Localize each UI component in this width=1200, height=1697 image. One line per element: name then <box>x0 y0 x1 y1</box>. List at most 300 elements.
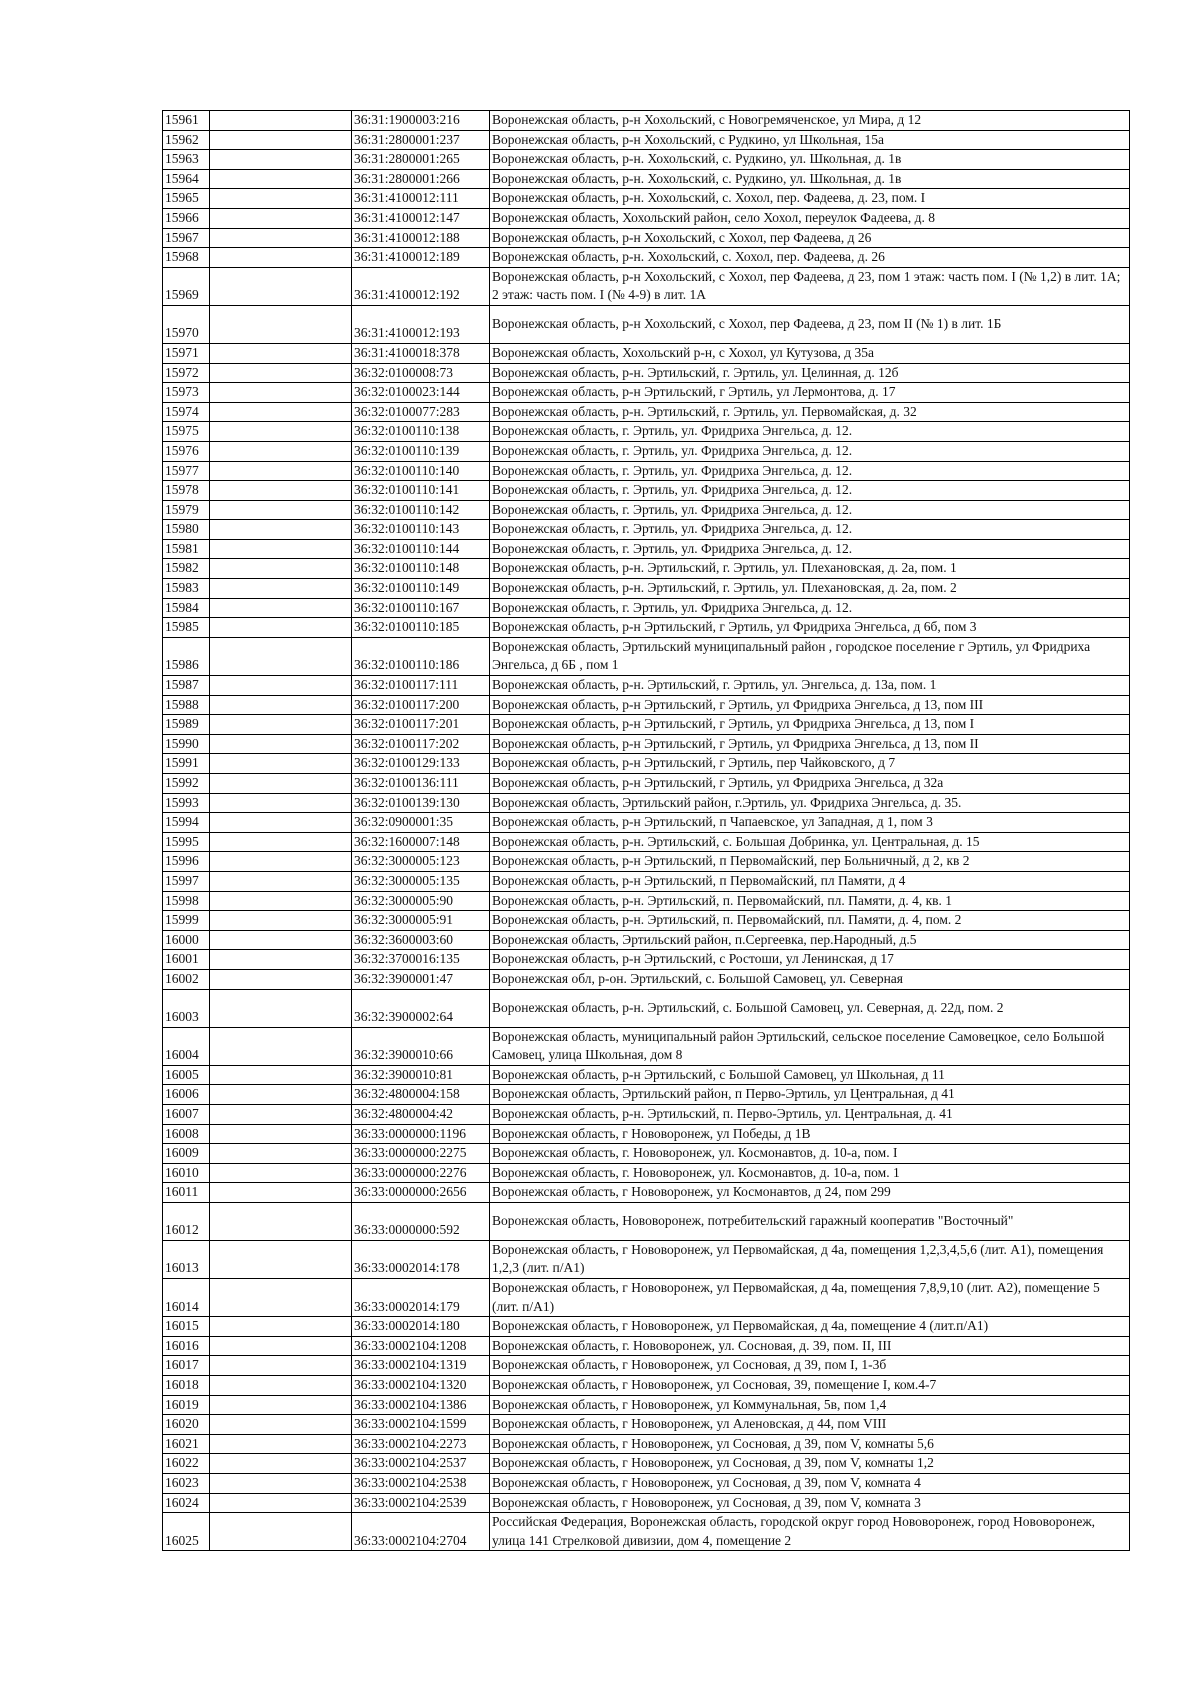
table-row <box>163 1493 1130 1513</box>
row-number-cell: 16014 <box>163 1279 210 1317</box>
empty-cell <box>210 852 352 872</box>
address-cell: Воронежская область, р-н. Эртильский, п. Перво-Эртиль, ул. Центральная, д. 41 <box>490 1104 1130 1124</box>
table-row <box>163 969 1130 989</box>
address-cell: Воронежская область, р-н. Эртильский, г. Эртиль, ул. Энгельса, д. 13а, пом. 1 <box>490 676 1130 696</box>
table-row <box>163 695 1130 715</box>
cadastral-number-cell: 36:32:0100139:130 <box>352 793 490 813</box>
empty-cell <box>210 1493 352 1513</box>
cadastral-number-cell: 36:33:0000000:2656 <box>352 1183 490 1203</box>
empty-cell <box>210 461 352 481</box>
cadastral-number-cell: 36:33:0002104:2539 <box>352 1493 490 1513</box>
address-cell: Воронежская область, г Нововоронеж, ул Сосновая, 39, помещение I, ком.4-7 <box>490 1376 1130 1396</box>
address-cell: Воронежская область, р-н. Хохольский, с. Хохол, пер. Фадеева, д. 23, пом. I <box>490 189 1130 209</box>
empty-cell <box>210 267 352 305</box>
empty-cell <box>210 598 352 618</box>
cadastral-number-cell: 36:32:3900002:64 <box>352 989 490 1027</box>
row-number-cell: 16019 <box>163 1395 210 1415</box>
address-cell: Воронежская область, г Нововоронеж, ул Сосновая, д 39, пом V, комнаты 1,2 <box>490 1454 1130 1474</box>
table-row <box>163 305 1130 343</box>
table-row <box>163 1474 1130 1494</box>
table-row <box>163 1454 1130 1474</box>
row-number-cell: 16001 <box>163 950 210 970</box>
table-row <box>163 111 1130 131</box>
cadastral-number-cell: 36:31:4100012:147 <box>352 208 490 228</box>
address-cell: Воронежская область, г Нововоронеж, ул Сосновая, д 39, пом I, 1-3б <box>490 1356 1130 1376</box>
address-cell: Воронежская область, Эртильский муниципальный район , городское поселение г Эртиль, ул Фридриха Энгельса, д 6Б , пом 1 <box>490 637 1130 675</box>
empty-cell <box>210 715 352 735</box>
empty-cell <box>210 1513 352 1551</box>
empty-cell <box>210 676 352 696</box>
empty-cell <box>210 774 352 794</box>
row-number-cell: 15980 <box>163 520 210 540</box>
address-cell: Воронежская область, р-н. Эртильский, п. Первомайский, пл. Памяти, д. 4, пом. 2 <box>490 911 1130 931</box>
table-row <box>163 441 1130 461</box>
address-cell: Воронежская область, г. Нововоронеж, ул. Сосновая, д. 39, пом. II, III <box>490 1336 1130 1356</box>
table-row <box>163 754 1130 774</box>
table-row <box>163 950 1130 970</box>
empty-cell <box>210 402 352 422</box>
empty-cell <box>210 1356 352 1376</box>
address-cell: Воронежская область, р-н Эртильский, г Эртиль, пер Чайковского, д 7 <box>490 754 1130 774</box>
cadastral-number-cell: 36:33:0000000:2275 <box>352 1144 490 1164</box>
row-number-cell: 15966 <box>163 208 210 228</box>
empty-cell <box>210 754 352 774</box>
table-row <box>163 169 1130 189</box>
address-cell: Воронежская область, г. Нововоронеж, ул. Космонавтов, д. 10-а, пом. 1 <box>490 1163 1130 1183</box>
table-row <box>163 734 1130 754</box>
empty-cell <box>210 539 352 559</box>
cadastral-number-cell: 36:33:0002104:2273 <box>352 1434 490 1454</box>
cadastral-number-cell: 36:32:0100110:141 <box>352 481 490 501</box>
table-row <box>163 1376 1130 1396</box>
empty-cell <box>210 1376 352 1396</box>
empty-cell <box>210 695 352 715</box>
address-cell: Воронежская область, г Нововоронеж, ул Космонавтов, д 24, пом 299 <box>490 1183 1130 1203</box>
row-number-cell: 15986 <box>163 637 210 675</box>
address-cell: Воронежская область, Хохольский р-н, с Хохол, ул Кутузова, д 35а <box>490 343 1130 363</box>
empty-cell <box>210 832 352 852</box>
empty-cell <box>210 1395 352 1415</box>
row-number-cell: 16009 <box>163 1144 210 1164</box>
cadastral-number-cell: 36:32:0100117:201 <box>352 715 490 735</box>
cadastral-number-cell: 36:33:0002104:1386 <box>352 1395 490 1415</box>
row-number-cell: 15992 <box>163 774 210 794</box>
address-cell: Воронежская область, р-н Эртильский, г Эртиль, ул Фридриха Энгельса, д 6б, пом 3 <box>490 618 1130 638</box>
row-number-cell: 15973 <box>163 383 210 403</box>
empty-cell <box>210 1085 352 1105</box>
address-cell: Воронежская обл, р-он. Эртильский, с. Большой Самовец, ул. Северная <box>490 969 1130 989</box>
cadastral-number-cell: 36:33:0000000:1196 <box>352 1124 490 1144</box>
row-number-cell: 15993 <box>163 793 210 813</box>
table-row <box>163 481 1130 501</box>
cadastral-number-cell: 36:32:0100110:149 <box>352 579 490 599</box>
cadastral-number-cell: 36:33:0002104:1208 <box>352 1336 490 1356</box>
row-number-cell: 15978 <box>163 481 210 501</box>
row-number-cell: 16022 <box>163 1454 210 1474</box>
table-row <box>163 1202 1130 1240</box>
empty-cell <box>210 111 352 131</box>
row-number-cell: 15999 <box>163 911 210 931</box>
row-number-cell: 16016 <box>163 1336 210 1356</box>
empty-cell <box>210 559 352 579</box>
empty-cell <box>210 1124 352 1144</box>
empty-cell <box>210 248 352 268</box>
cadastral-number-cell: 36:32:0100110:144 <box>352 539 490 559</box>
table-row <box>163 598 1130 618</box>
address-cell: Воронежская область, Эртильский район, п.Сергеевка, пер.Народный, д.5 <box>490 930 1130 950</box>
empty-cell <box>210 1336 352 1356</box>
cadastral-number-cell: 36:33:0002014:179 <box>352 1279 490 1317</box>
address-cell: Воронежская область, г. Эртиль, ул. Фридриха Энгельса, д. 12. <box>490 461 1130 481</box>
empty-cell <box>210 383 352 403</box>
cadastral-number-cell: 36:33:0002104:2537 <box>352 1454 490 1474</box>
address-cell: Воронежская область, г Нововоронеж, ул Коммунальная, 5в, пом 1,4 <box>490 1395 1130 1415</box>
table-row <box>163 676 1130 696</box>
row-number-cell: 15996 <box>163 852 210 872</box>
empty-cell <box>210 150 352 170</box>
row-number-cell: 15984 <box>163 598 210 618</box>
row-number-cell: 16018 <box>163 1376 210 1396</box>
empty-cell <box>210 930 352 950</box>
empty-cell <box>210 441 352 461</box>
row-number-cell: 15963 <box>163 150 210 170</box>
empty-cell <box>210 1240 352 1278</box>
cadastral-number-cell: 36:32:0100117:111 <box>352 676 490 696</box>
table-row <box>163 1085 1130 1105</box>
address-cell: Воронежская область, г. Эртиль, ул. Фридриха Энгельса, д. 12. <box>490 598 1130 618</box>
cadastral-number-cell: 36:32:4800004:158 <box>352 1085 490 1105</box>
cadastral-number-cell: 36:32:3000005:135 <box>352 871 490 891</box>
address-cell: Воронежская область, р-н Хохольский, с Новогремяченское, ул Мира, д 12 <box>490 111 1130 131</box>
empty-cell <box>210 793 352 813</box>
row-number-cell: 16008 <box>163 1124 210 1144</box>
cadastral-number-cell: 36:33:0002014:178 <box>352 1240 490 1278</box>
cadastral-number-cell: 36:33:0000000:2276 <box>352 1163 490 1183</box>
row-number-cell: 16017 <box>163 1356 210 1376</box>
address-cell: Воронежская область, Хохольский район, село Хохол, переулок Фадеева, д. 8 <box>490 208 1130 228</box>
registry-table <box>162 110 1130 1551</box>
table-row <box>163 383 1130 403</box>
address-cell: Воронежская область, р-н Эртильский, г Эртиль, ул Фридриха Энгельса, д 32а <box>490 774 1130 794</box>
row-number-cell: 16000 <box>163 930 210 950</box>
address-cell: Воронежская область, г. Эртиль, ул. Фридриха Энгельса, д. 12. <box>490 500 1130 520</box>
cadastral-number-cell: 36:32:0900001:35 <box>352 813 490 833</box>
cadastral-number-cell: 36:32:0100110:185 <box>352 618 490 638</box>
empty-cell <box>210 422 352 442</box>
empty-cell <box>210 871 352 891</box>
row-number-cell: 16021 <box>163 1434 210 1454</box>
row-number-cell: 15968 <box>163 248 210 268</box>
address-cell: Воронежская область, р-н. Эртильский, п. Первомайский, пл. Памяти, д. 4, кв. 1 <box>490 891 1130 911</box>
empty-cell <box>210 130 352 150</box>
registry-table-body <box>163 111 1130 1551</box>
cadastral-number-cell: 36:32:0100008:73 <box>352 363 490 383</box>
row-number-cell: 16004 <box>163 1027 210 1065</box>
address-cell: Воронежская область, р-н. Эртильский, с. Большой Самовец, ул. Северная, д. 22д, пом. 2 <box>490 989 1130 1027</box>
table-row <box>163 1163 1130 1183</box>
row-number-cell: 15961 <box>163 111 210 131</box>
row-number-cell: 15975 <box>163 422 210 442</box>
table-row <box>163 559 1130 579</box>
empty-cell <box>210 891 352 911</box>
table-row <box>163 1336 1130 1356</box>
cadastral-number-cell: 36:33:0002104:1599 <box>352 1415 490 1435</box>
cadastral-number-cell: 36:32:0100110:167 <box>352 598 490 618</box>
cadastral-number-cell: 36:31:4100012:111 <box>352 189 490 209</box>
address-cell: Воронежская область, г Нововоронеж, ул Сосновая, д 39, пом V, комнаты 5,6 <box>490 1434 1130 1454</box>
address-cell: Воронежская область, р-н. Эртильский, с. Большая Добринка, ул. Центральная, д. 15 <box>490 832 1130 852</box>
address-cell: Воронежская область, р-н Эртильский, п Чапаевское, ул Западная, д 1, пом 3 <box>490 813 1130 833</box>
table-row <box>163 208 1130 228</box>
table-row <box>163 461 1130 481</box>
table-row <box>163 813 1130 833</box>
address-cell: Воронежская область, р-н Эртильский, г Эртиль, ул Фридриха Энгельса, д 13, пом III <box>490 695 1130 715</box>
row-number-cell: 15971 <box>163 343 210 363</box>
table-row <box>163 579 1130 599</box>
cadastral-number-cell: 36:32:0100110:142 <box>352 500 490 520</box>
address-cell: Воронежская область, р-н Хохольский, с Хохол, пер Фадеева, д 23, пом II (№ 1) в лит. 1Б <box>490 305 1130 343</box>
row-number-cell: 16015 <box>163 1317 210 1337</box>
empty-cell <box>210 969 352 989</box>
cadastral-number-cell: 36:32:0100110:143 <box>352 520 490 540</box>
address-cell: Воронежская область, г Нововоронеж, ул Первомайская, д 4а, помещения 7,8,9,10 (лит. А2), помещение 5 (лит. п/А1) <box>490 1279 1130 1317</box>
address-cell: Воронежская область, г Нововоронеж, ул Сосновая, д 39, пом V, комната 4 <box>490 1474 1130 1494</box>
row-number-cell: 15972 <box>163 363 210 383</box>
row-number-cell: 16025 <box>163 1513 210 1551</box>
address-cell: Воронежская область, р-н Эртильский, г Эртиль, ул Лермонтова, д. 17 <box>490 383 1130 403</box>
row-number-cell: 16002 <box>163 969 210 989</box>
empty-cell <box>210 208 352 228</box>
empty-cell <box>210 950 352 970</box>
address-cell: Воронежская область, р-н Эртильский, с Ростоши, ул Ленинская, д 17 <box>490 950 1130 970</box>
empty-cell <box>210 989 352 1027</box>
cadastral-number-cell: 36:32:3600003:60 <box>352 930 490 950</box>
empty-cell <box>210 1202 352 1240</box>
row-number-cell: 15995 <box>163 832 210 852</box>
row-number-cell: 16005 <box>163 1065 210 1085</box>
row-number-cell: 15997 <box>163 871 210 891</box>
empty-cell <box>210 305 352 343</box>
table-row <box>163 500 1130 520</box>
cadastral-number-cell: 36:31:4100018:378 <box>352 343 490 363</box>
empty-cell <box>210 169 352 189</box>
address-cell: Воронежская область, р-н Хохольский, с Хохол, пер Фадеева, д 26 <box>490 228 1130 248</box>
table-row <box>163 774 1130 794</box>
row-number-cell: 16011 <box>163 1183 210 1203</box>
cadastral-number-cell: 36:33:0002104:2704 <box>352 1513 490 1551</box>
address-cell: Воронежская область, г. Эртиль, ул. Фридриха Энгельса, д. 12. <box>490 441 1130 461</box>
table-row <box>163 402 1130 422</box>
cadastral-number-cell: 36:32:0100023:144 <box>352 383 490 403</box>
table-row <box>163 1356 1130 1376</box>
empty-cell <box>210 1317 352 1337</box>
empty-cell <box>210 637 352 675</box>
address-cell: Воронежская область, г. Нововоронеж, ул. Космонавтов, д. 10-а, пом. I <box>490 1144 1130 1164</box>
cadastral-number-cell: 36:31:4100012:189 <box>352 248 490 268</box>
table-row <box>163 130 1130 150</box>
table-row <box>163 1434 1130 1454</box>
empty-cell <box>210 734 352 754</box>
row-number-cell: 15962 <box>163 130 210 150</box>
cadastral-number-cell: 36:32:0100110:186 <box>352 637 490 675</box>
table-row <box>163 1279 1130 1317</box>
table-row <box>163 989 1130 1027</box>
row-number-cell: 15964 <box>163 169 210 189</box>
address-cell: Воронежская область, р-н. Хохольский, с. Рудкино, ул. Школьная, д. 1в <box>490 169 1130 189</box>
empty-cell <box>210 189 352 209</box>
table-row <box>163 1415 1130 1435</box>
table-row <box>163 363 1130 383</box>
row-number-cell: 15994 <box>163 813 210 833</box>
row-number-cell: 16024 <box>163 1493 210 1513</box>
table-row <box>163 228 1130 248</box>
address-cell: Воронежская область, р-н. Хохольский, с. Хохол, пер. Фадеева, д. 26 <box>490 248 1130 268</box>
table-row <box>163 891 1130 911</box>
address-cell: Воронежская область, р-н. Эртильский, г. Эртиль, ул. Целинная, д. 12б <box>490 363 1130 383</box>
address-cell: Воронежская область, Эртильский район, п Перво-Эртиль, ул Центральная, д 41 <box>490 1085 1130 1105</box>
row-number-cell: 15969 <box>163 267 210 305</box>
table-row <box>163 832 1130 852</box>
cadastral-number-cell: 36:31:1900003:216 <box>352 111 490 131</box>
table-row <box>163 267 1130 305</box>
table-row <box>163 539 1130 559</box>
row-number-cell: 15982 <box>163 559 210 579</box>
address-cell: Воронежская область, г Нововоронеж, ул Первомайская, д 4а, помещения 1,2,3,4,5,6 (лит. А1), помещения 1,2,3 (лит. п/А1) <box>490 1240 1130 1278</box>
row-number-cell: 15967 <box>163 228 210 248</box>
table-row <box>163 793 1130 813</box>
empty-cell <box>210 1065 352 1085</box>
address-cell: Воронежская область, р-н. Эртильский, г. Эртиль, ул. Плехановская, д. 2а, пом. 1 <box>490 559 1130 579</box>
cadastral-number-cell: 36:33:0002104:1320 <box>352 1376 490 1396</box>
empty-cell <box>210 228 352 248</box>
address-cell: Воронежская область, г Нововоронеж, ул Победы, д 1В <box>490 1124 1130 1144</box>
empty-cell <box>210 1163 352 1183</box>
table-row <box>163 1395 1130 1415</box>
cadastral-number-cell: 36:33:0002104:1319 <box>352 1356 490 1376</box>
cadastral-number-cell: 36:32:3900001:47 <box>352 969 490 989</box>
table-row <box>163 1104 1130 1124</box>
row-number-cell: 16006 <box>163 1085 210 1105</box>
cadastral-number-cell: 36:31:4100012:188 <box>352 228 490 248</box>
table-row <box>163 1513 1130 1551</box>
address-cell: Воронежская область, г. Эртиль, ул. Фридриха Энгельса, д. 12. <box>490 520 1130 540</box>
address-cell: Воронежская область, р-н. Эртильский, г. Эртиль, ул. Плехановская, д. 2а, пом. 2 <box>490 579 1130 599</box>
address-cell: Воронежская область, р-н Эртильский, г Эртиль, ул Фридриха Энгельса, д 13, пом II <box>490 734 1130 754</box>
address-cell: Воронежская область, Эртильский район, г.Эртиль, ул. Фридриха Энгельса, д. 35. <box>490 793 1130 813</box>
empty-cell <box>210 579 352 599</box>
address-cell: Воронежская область, г. Эртиль, ул. Фридриха Энгельса, д. 12. <box>490 481 1130 501</box>
cadastral-number-cell: 36:32:0100110:140 <box>352 461 490 481</box>
empty-cell <box>210 500 352 520</box>
address-cell: Воронежская область, р-н Хохольский, с Рудкино, ул Школьная, 15а <box>490 130 1130 150</box>
empty-cell <box>210 520 352 540</box>
address-cell: Воронежская область, р-н Эртильский, п Первомайский, пл Памяти, д 4 <box>490 871 1130 891</box>
table-row <box>163 618 1130 638</box>
cadastral-number-cell: 36:32:0100117:200 <box>352 695 490 715</box>
row-number-cell: 15965 <box>163 189 210 209</box>
cadastral-number-cell: 36:31:2800001:237 <box>352 130 490 150</box>
row-number-cell: 16020 <box>163 1415 210 1435</box>
cadastral-number-cell: 36:33:0000000:592 <box>352 1202 490 1240</box>
empty-cell <box>210 343 352 363</box>
address-cell: Воронежская область, Нововоронеж, потребительский гаражный кооператив "Восточный" <box>490 1202 1130 1240</box>
empty-cell <box>210 1434 352 1454</box>
cadastral-number-cell: 36:31:2800001:266 <box>352 169 490 189</box>
cadastral-number-cell: 36:32:0100136:111 <box>352 774 490 794</box>
row-number-cell: 15989 <box>163 715 210 735</box>
empty-cell <box>210 481 352 501</box>
cadastral-number-cell: 36:31:2800001:265 <box>352 150 490 170</box>
cadastral-number-cell: 36:33:0002014:180 <box>352 1317 490 1337</box>
address-cell: Воронежская область, р-н Эртильский, с Большой Самовец, ул Школьная, д 11 <box>490 1065 1130 1085</box>
address-cell: Воронежская область, муниципальный район Эртильский, сельское поселение Самовецкое, село Большой Самовец, улица Школьная, дом 8 <box>490 1027 1130 1065</box>
cadastral-number-cell: 36:32:0100117:202 <box>352 734 490 754</box>
table-row <box>163 150 1130 170</box>
table-row <box>163 715 1130 735</box>
empty-cell <box>210 1474 352 1494</box>
cadastral-number-cell: 36:32:3000005:90 <box>352 891 490 911</box>
table-row <box>163 1144 1130 1164</box>
address-cell: Воронежская область, р-н Эртильский, г Эртиль, ул Фридриха Энгельса, д 13, пом I <box>490 715 1130 735</box>
row-number-cell: 15983 <box>163 579 210 599</box>
cadastral-number-cell: 36:32:3000005:91 <box>352 911 490 931</box>
row-number-cell: 15979 <box>163 500 210 520</box>
row-number-cell: 16007 <box>163 1104 210 1124</box>
empty-cell <box>210 911 352 931</box>
table-row <box>163 852 1130 872</box>
address-cell: Воронежская область, г Нововоронеж, ул Первомайская, д 4а, помещение 4 (лит.п/А1) <box>490 1317 1130 1337</box>
cadastral-number-cell: 36:32:3000005:123 <box>352 852 490 872</box>
row-number-cell: 15990 <box>163 734 210 754</box>
address-cell: Воронежская область, р-н. Хохольский, с. Рудкино, ул. Школьная, д. 1в <box>490 150 1130 170</box>
row-number-cell: 16010 <box>163 1163 210 1183</box>
table-row <box>163 637 1130 675</box>
table-row <box>163 871 1130 891</box>
table-row <box>163 1124 1130 1144</box>
table-row <box>163 248 1130 268</box>
address-cell: Воронежская область, р-н. Эртильский, г. Эртиль, ул. Первомайская, д. 32 <box>490 402 1130 422</box>
row-number-cell: 15974 <box>163 402 210 422</box>
row-number-cell: 15977 <box>163 461 210 481</box>
table-row <box>163 422 1130 442</box>
cadastral-number-cell: 36:32:1600007:148 <box>352 832 490 852</box>
cadastral-number-cell: 36:32:3900010:66 <box>352 1027 490 1065</box>
table-row <box>163 1027 1130 1065</box>
cadastral-number-cell: 36:31:4100012:193 <box>352 305 490 343</box>
address-cell: Воронежская область, г Нововоронеж, ул Сосновая, д 39, пом V, комната 3 <box>490 1493 1130 1513</box>
address-cell: Воронежская область, г. Эртиль, ул. Фридриха Энгельса, д. 12. <box>490 539 1130 559</box>
table-row <box>163 1317 1130 1337</box>
row-number-cell: 15991 <box>163 754 210 774</box>
cadastral-number-cell: 36:33:0002104:2538 <box>352 1474 490 1494</box>
empty-cell <box>210 1279 352 1317</box>
empty-cell <box>210 813 352 833</box>
table-row <box>163 1240 1130 1278</box>
empty-cell <box>210 1027 352 1065</box>
table-row <box>163 189 1130 209</box>
row-number-cell: 15985 <box>163 618 210 638</box>
row-number-cell: 16023 <box>163 1474 210 1494</box>
table-row <box>163 520 1130 540</box>
cadastral-number-cell: 36:31:4100012:192 <box>352 267 490 305</box>
row-number-cell: 15988 <box>163 695 210 715</box>
empty-cell <box>210 363 352 383</box>
row-number-cell: 15987 <box>163 676 210 696</box>
cadastral-number-cell: 36:32:0100110:148 <box>352 559 490 579</box>
cadastral-number-cell: 36:32:4800004:42 <box>352 1104 490 1124</box>
address-cell: Воронежская область, г Нововоронеж, ул Аленовская, д 44, пом VIII <box>490 1415 1130 1435</box>
table-row <box>163 911 1130 931</box>
